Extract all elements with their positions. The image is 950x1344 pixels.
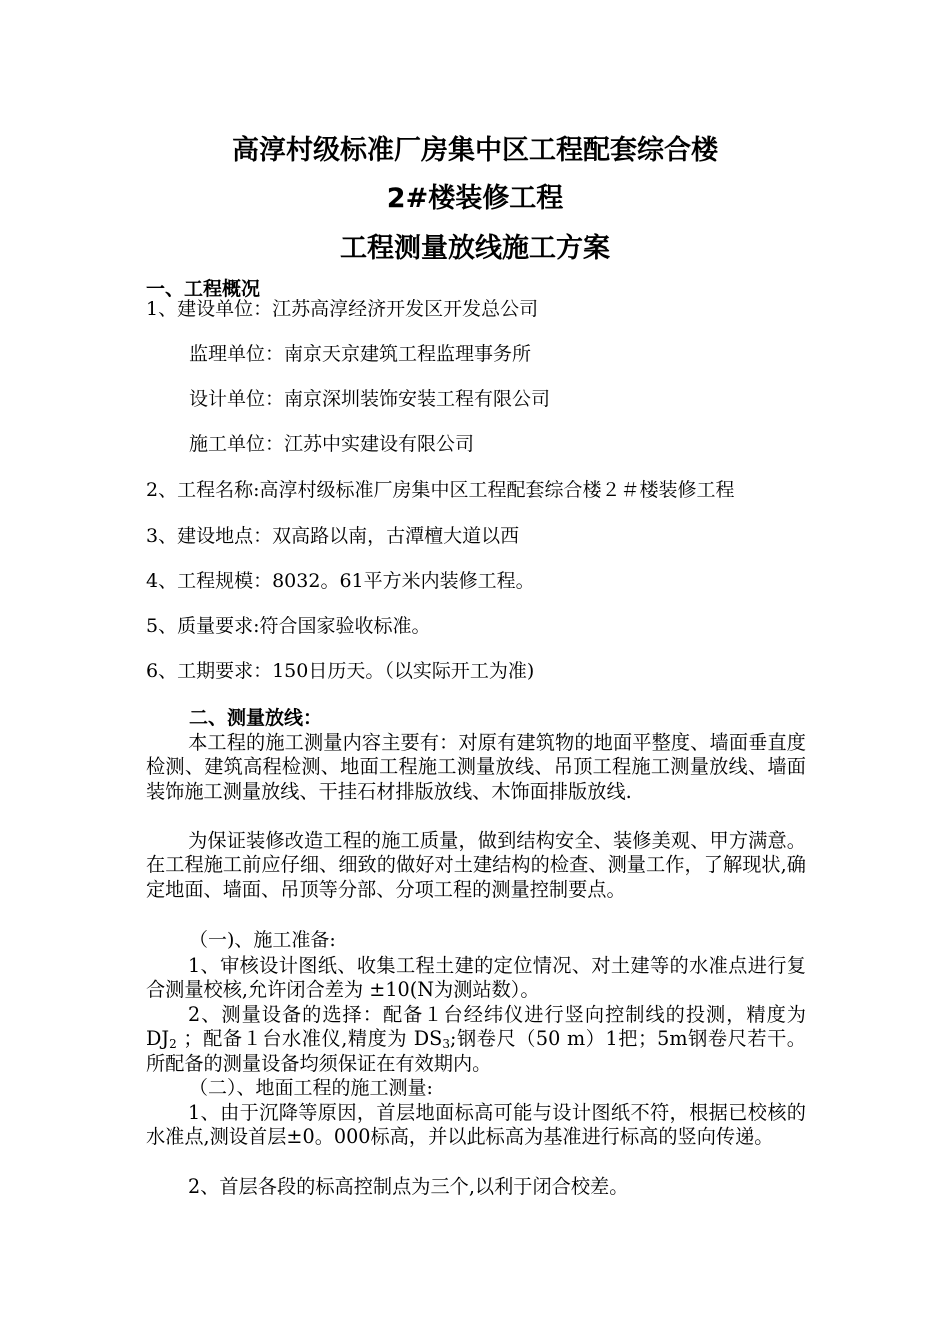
paragraph-text: ；配备１台水准仪,精度为 DS <box>176 1027 443 1051</box>
overview-item <box>146 478 735 502</box>
survey-paragraph <box>146 829 806 902</box>
survey-paragraph <box>146 1003 806 1076</box>
paragraph-text: 为保证装修改造工程的施工质量，做到结构安全、装修美观、甲方满意。在工程施工前应仔细、细致的做好对土建结构的检查、测量工作，了解现状,确定地面、墙面、吊顶等分部、分项工程的测量控制要点。 <box>146 829 806 901</box>
document-title-line3: 工程测量放线施工方案 <box>340 233 610 264</box>
survey-paragraph <box>146 1101 806 1150</box>
overview-item: 施工单位：江苏中实建设有限公司 <box>189 433 475 455</box>
section-heading-survey: 二、测量放线： <box>189 707 323 729</box>
overview-item: 3、建设地点：双高路以南，古潭檀大道以西 <box>146 525 520 547</box>
survey-paragraph <box>146 1175 806 1199</box>
overview-item: 监理单位：南京天京建筑工程监理事务所 <box>189 343 532 365</box>
overview-item: 1、建设单位：江苏高淳经济开发区开发总公司 <box>146 298 539 320</box>
survey-paragraph <box>146 954 806 1003</box>
paragraph-text: 2、测量设备的选择：配备１台经纬仪进行竖向控制线的投测，精度为DJ <box>146 1003 806 1051</box>
overview-item: 6、工期要求：150日历天。（以实际开工为准) <box>146 660 535 682</box>
subscript: 3 <box>442 1037 450 1052</box>
subscript: 2 <box>169 1037 177 1052</box>
overview-item: 5、质量要求:符合国家验收标准。 <box>146 615 431 637</box>
survey-paragraph <box>146 731 806 804</box>
paragraph-text: 2、首层各段的标高控制点为三个,以利于闭合校差。 <box>188 1175 629 1198</box>
overview-item: 4、工程规模：8032。61平方米内装修工程。 <box>146 570 535 592</box>
overview-item-text: 2、工程名称:高淳村级标准厂房集中区工程配套综合楼２＃楼装修工程 <box>146 479 735 501</box>
document-title-line1: 高淳村级标准厂房集中区工程配套综合楼 <box>232 135 718 166</box>
subsection-heading-floor: （二）、地面工程的施工测量: <box>189 1077 433 1099</box>
paragraph-text: 本工程的施工测量内容主要有：对原有建筑物的地面平整度、墙面垂直度检测、建筑高程检测、地面工程施工测量放线、吊顶工程施工测量放线、墙面装饰施工测量放线、干挂石材排版放线、木饰面排版放线. <box>146 731 806 803</box>
subsection-heading-preparation: （一)、施工准备: <box>189 929 336 951</box>
paragraph-text: ;钢卷尺（50 m）1把；5m钢卷尺若干。所配备的测量设备均须保证在有效期内。 <box>146 1027 806 1075</box>
overview-item: 设计单位：南京深圳装饰安装工程有限公司 <box>189 388 551 410</box>
document-title-line2: 2#楼装修工程 <box>386 183 564 214</box>
paragraph-text: 1、由于沉降等原因，首层地面标高可能与设计图纸不符，根据已校核的水准点,测设首层±0。000标高，并以此标高为基准进行标高的竖向传递。 <box>146 1101 806 1149</box>
section-heading-overview: 一、工程概况 <box>146 278 261 300</box>
paragraph-text: 1、审核设计图纸、收集工程土建的定位情况、对土建等的水准点进行复合测量校核,允许闭合差为 ±10(N为测站数）。 <box>146 954 806 1002</box>
